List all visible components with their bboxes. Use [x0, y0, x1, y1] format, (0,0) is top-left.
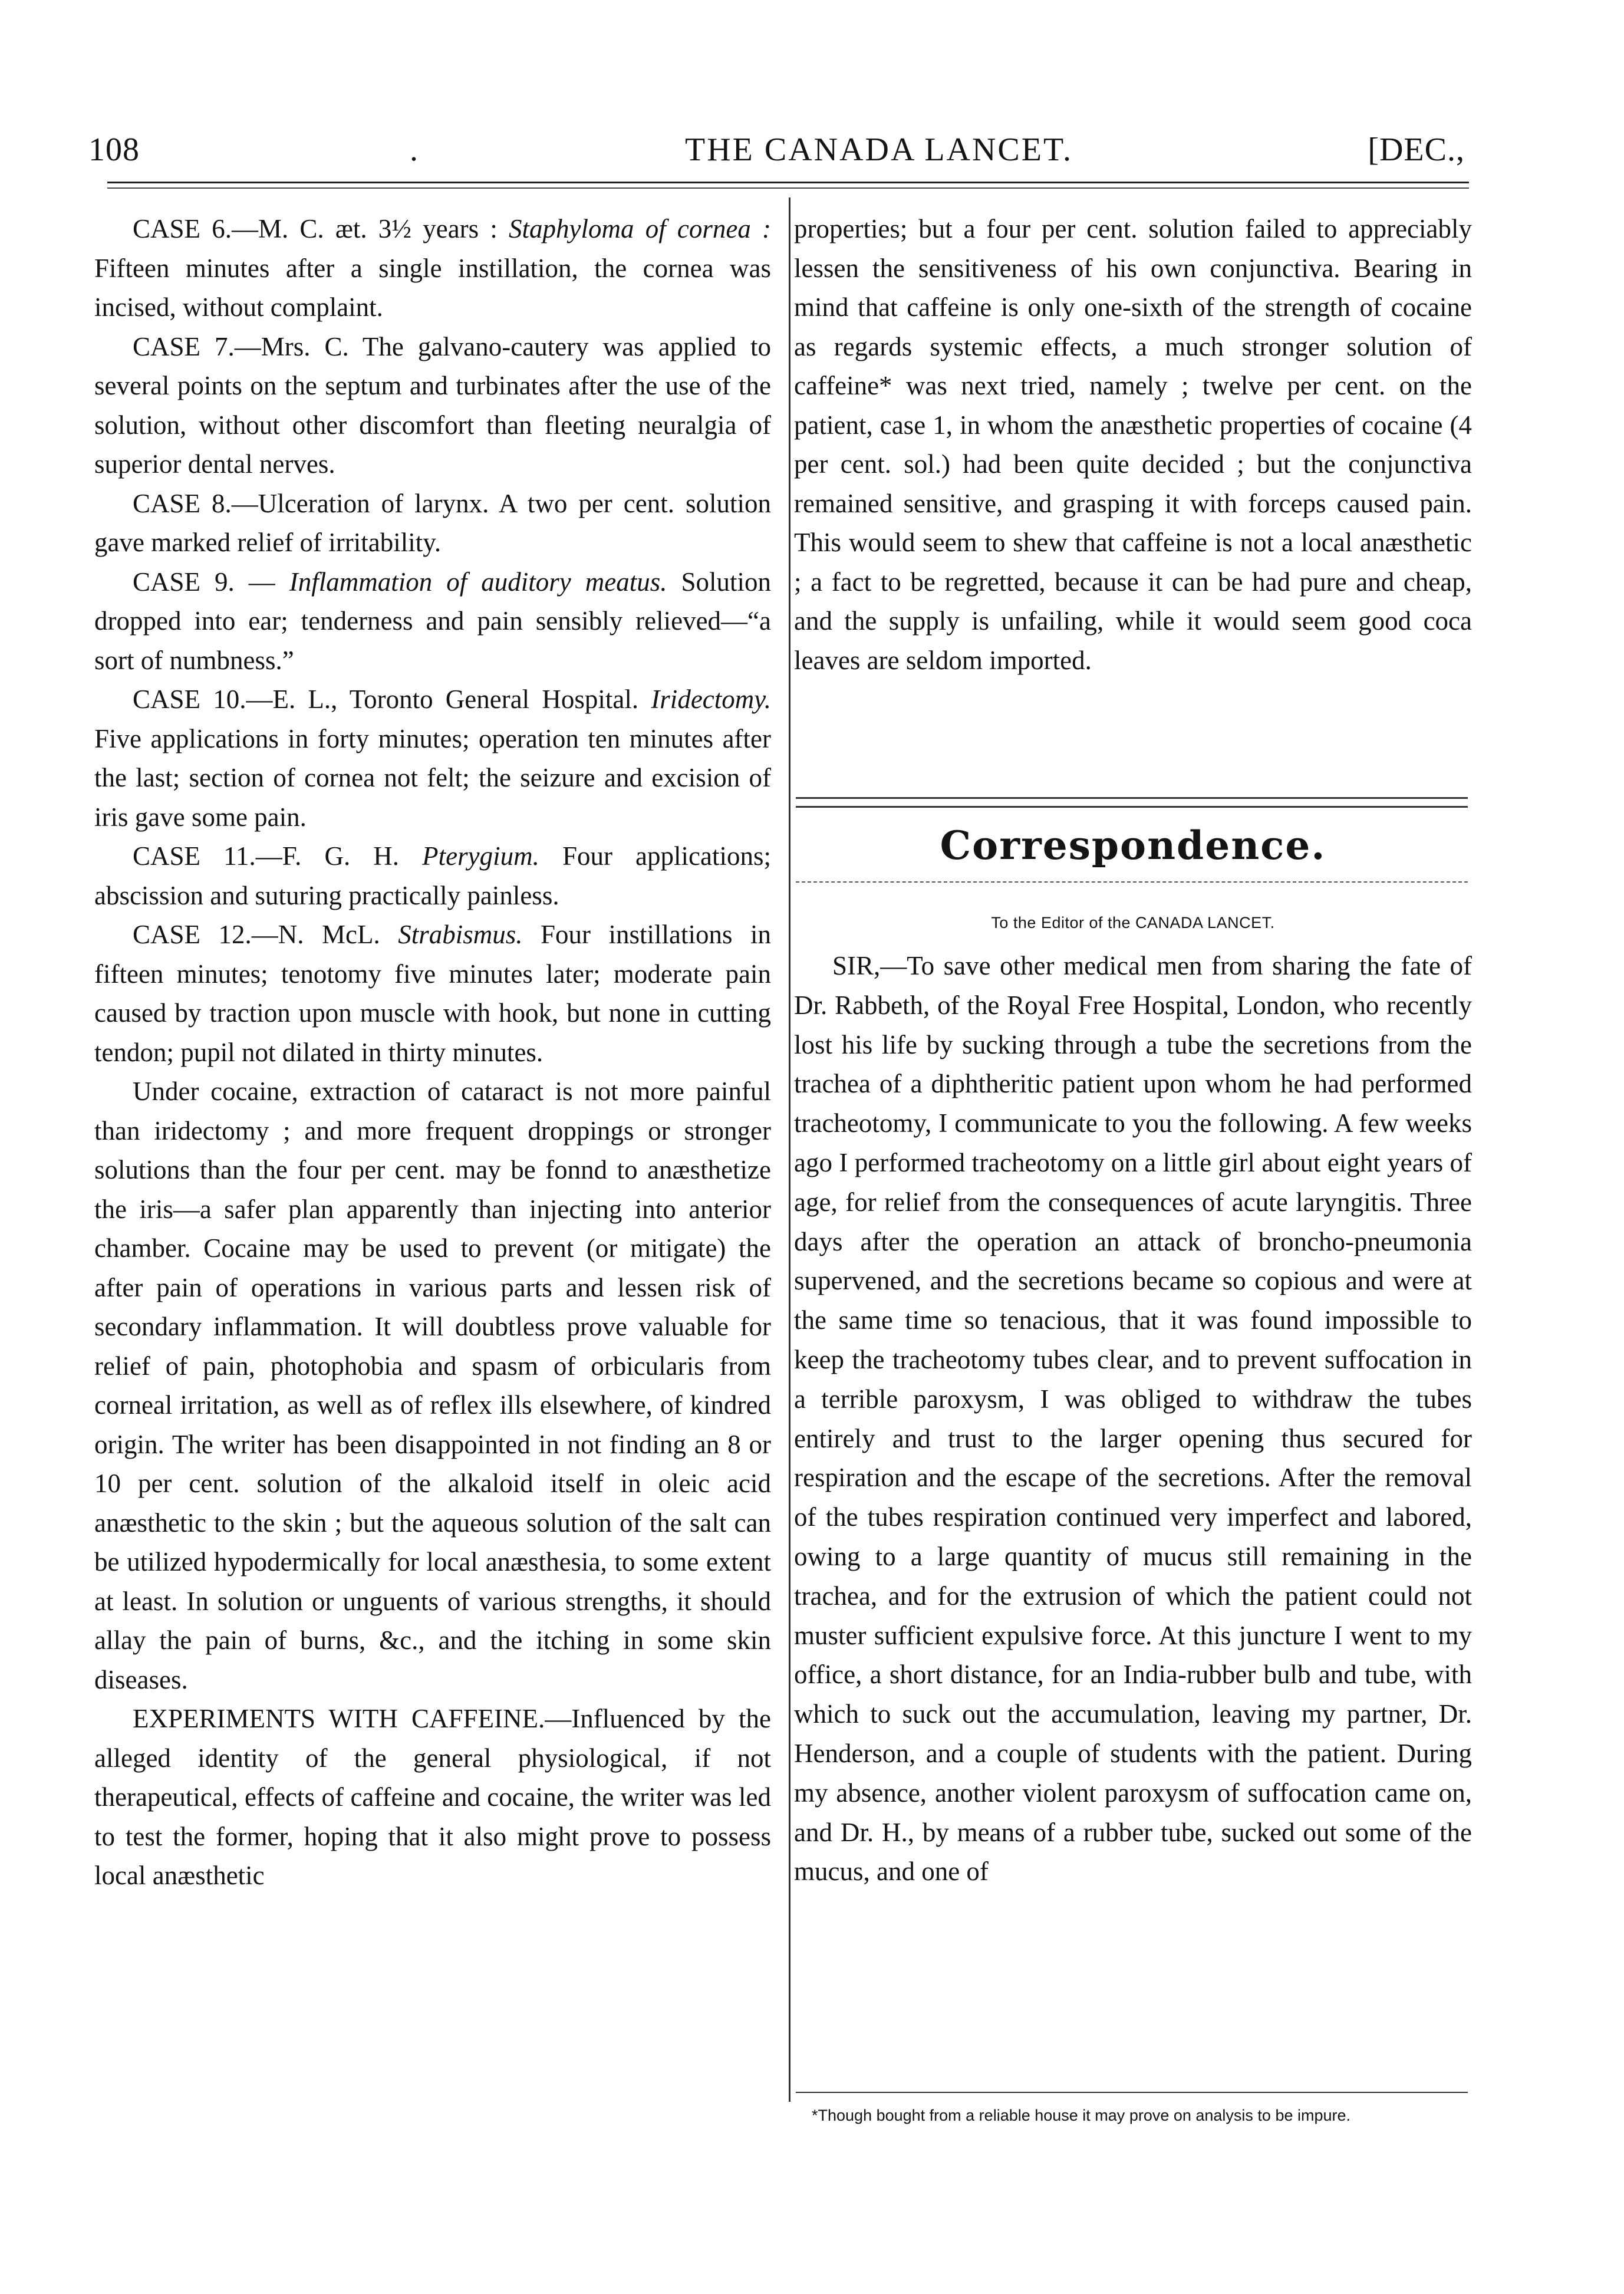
case-text: —E. L., Toronto General Hospital.	[246, 684, 651, 714]
right-column-top	[794, 209, 1472, 680]
caffeine-continuation-paragraph: properties; but a four per cent. solution failed to appreciably lessen the sensitiveness of his own conjunctiva. Bearing in mind that caffeine is only one-sixth of the strength of cocaine as regards systemic effects, a much stronger solution of caffeine* was next tried, namely ; twelve per cent. on the patient, case 1, in whom the anæsthetic properties of cocaine (4 per cent. sol.) had been quite decided ; but the conjunctiva remained sensitive, and grasping it with forceps caused pain. This would seem to shew that caffeine is not a local anæsthetic ; a fact to be regretted, because it can be had pure and cheap, and the supply is unfailing, while it would seem good coca leaves are seldom imported.	[794, 214, 1472, 675]
case-text: Fifteen minutes after a single instillation, the cornea was incised, without complaint.	[94, 253, 771, 322]
caffeine-experiments-paragraph	[94, 1699, 771, 1895]
case-9-paragraph	[94, 562, 771, 680]
case-text: Four applications; abscission and suturing practically painless.	[94, 841, 771, 910]
case-text: —N. McL.	[251, 920, 398, 949]
running-header	[88, 131, 1465, 178]
column-divider	[789, 198, 790, 2102]
case-text: Four instillations in fifteen minutes; tenotomy five minutes later; moderate pain caused by traction upon muscle with hook, but none in cutting tendon; pupil not dilated in thirty minutes.	[94, 920, 771, 1067]
journal-title: THE CANADA LANCET.	[685, 131, 1073, 168]
diagnosis: Iridectomy.	[651, 684, 771, 714]
case-label: CASE 9.	[133, 567, 235, 597]
case-12-paragraph	[94, 915, 771, 1072]
letter-paragraph	[794, 946, 1472, 1891]
case-text: —F. G. H.	[255, 841, 423, 871]
letter-text: —To save other medical men from sharing the fate of Dr. Rabbeth, of the Royal Free Hospital, London, who recently lost his life by sucking through a tube the secretions from the trachea of a diphtheritic patient upon whom he had performed tracheotomy, I communicate to you the following. A few weeks ago I performed tracheotomy on a little girl about eight years of age, for relief from the consequences of acute laryngitis. Three days after the operation an attack of broncho-pneumonia supervened, and the secretions became so copious and were at the same time so tenacious, that it was found impossible to keep the tracheotomy tubes clear, and to prevent suffocation in a terrible paroxysm, I was obliged to withdraw the tubes entirely and trust to the larger opening thus secured for respiration and the escape of the secretions. After the removal of the tubes respiration continued very imperfect and labored, owing to a large quantity of mucus still remaining in the trachea, and for the extrusion of which the patient could not muster sufficient expulsive force. At this juncture I went to my office, a short distance, for an India-rubber bulb and tube, with which to suck out the accumulation, leaving my partner, Dr. Henderson, and a couple of students with the patient. During my absence, another violent paroxysm of suffocation came on, and Dr. H., by means of a rubber tube, sucked out some of the mucus, and one of	[794, 951, 1472, 1887]
letter-body	[794, 946, 1472, 1891]
paragraph-text: —Influenced by the alleged identity of the general physiological, if not therapeutical, effects of caffeine and cocaine, the writer was led to test the former, hoping that it also might prove to possess local anæsthetic	[94, 1704, 772, 1890]
header-dot: .	[410, 131, 419, 168]
letter-salutation: To the Editor of the CANADA LANCET.	[991, 914, 1275, 932]
page-number: 108	[88, 131, 140, 168]
case-label: CASE 12.	[133, 920, 252, 949]
case-text: Solution dropped into ear; tenderness and pain sensibly relieved—“a sort of numbness.”	[94, 567, 772, 675]
letter-opening: SIR,	[832, 951, 881, 980]
case-label: CASE 7.	[133, 331, 235, 361]
case-label: CASE 11.	[133, 841, 256, 871]
case-6-paragraph	[94, 209, 771, 327]
footnote-rule	[796, 2092, 1468, 2093]
case-10-paragraph	[94, 680, 771, 837]
footnote	[794, 2105, 1472, 2126]
section-label: EXPERIMENTS WITH CAFFEINE.	[133, 1704, 545, 1733]
section-double-rule	[796, 797, 1468, 808]
correspondence-heading: Correspondence.	[940, 822, 1326, 868]
diagnosis: Strabismus.	[398, 920, 523, 949]
case-11-paragraph	[94, 837, 771, 915]
case-label: CASE 8.	[133, 488, 232, 518]
case-7-paragraph	[94, 327, 771, 484]
diagnosis: Pterygium.	[422, 841, 539, 871]
case-8-paragraph	[94, 484, 771, 562]
issue-label: [DEC.,	[1368, 131, 1465, 168]
case-dash: —	[234, 567, 289, 597]
cocaine-discussion-paragraph: Under cocaine, extraction of cataract is not more painful than iridectomy ; and more frequent droppings or stronger solutions than the four per cent. may be fonnd to anæsthetize the iris—a safer plan apparently than injecting into anterior chamber. Cocaine may be used to prevent (or mitigate) the after pain of operations in various parts and lessen risk of secondary inflammation. It will doubtless prove valuable for relief of pain, photophobia and spasm of orbicularis from corneal irritation, as well as of reflex ills elsewhere, of kindred origin. The writer has been disappointed in not finding an 8 or 10 per cent. solution of the alkaloid itself in oleic acid anæsthetic to the skin ; but the aqueous solution of the salt can be utilized hypodermically for local anæsthesia, to some extent at least. In solution or unguents of various strengths, it should allay the pain of burns, &c., and the itching in some skin diseases.	[94, 1077, 771, 1694]
left-column	[94, 209, 771, 1895]
case-text: —M. C. æt. 3½ years :	[231, 214, 509, 243]
diagnosis: Inflammation of auditory meatus.	[289, 567, 667, 597]
header-rule-thick	[107, 182, 1469, 183]
header-rule-thin	[107, 187, 1469, 189]
diagnosis: Staphyloma of cornea :	[509, 214, 772, 243]
case-text: —Ulceration of larynx. A two per cent. solution gave marked relief of irritability.	[94, 488, 771, 557]
heading-rule	[796, 881, 1468, 883]
footnote-text: *Though bought from a reliable house it may prove on analysis to be impure.	[812, 2107, 1351, 2124]
case-label: CASE 6.	[133, 214, 232, 243]
case-text: Five applications in forty minutes; operation ten minutes after the last; section of cornea not felt; the seizure and excision of iris gave some pain.	[94, 723, 771, 832]
case-text: —Mrs. C. The galvano-cautery was applied to several points on the septum and turbinates after the use of the solution, without other discomfort than fleeting neuralgia of superior dental nerves.	[94, 331, 771, 479]
case-label: CASE 10.	[133, 684, 246, 714]
